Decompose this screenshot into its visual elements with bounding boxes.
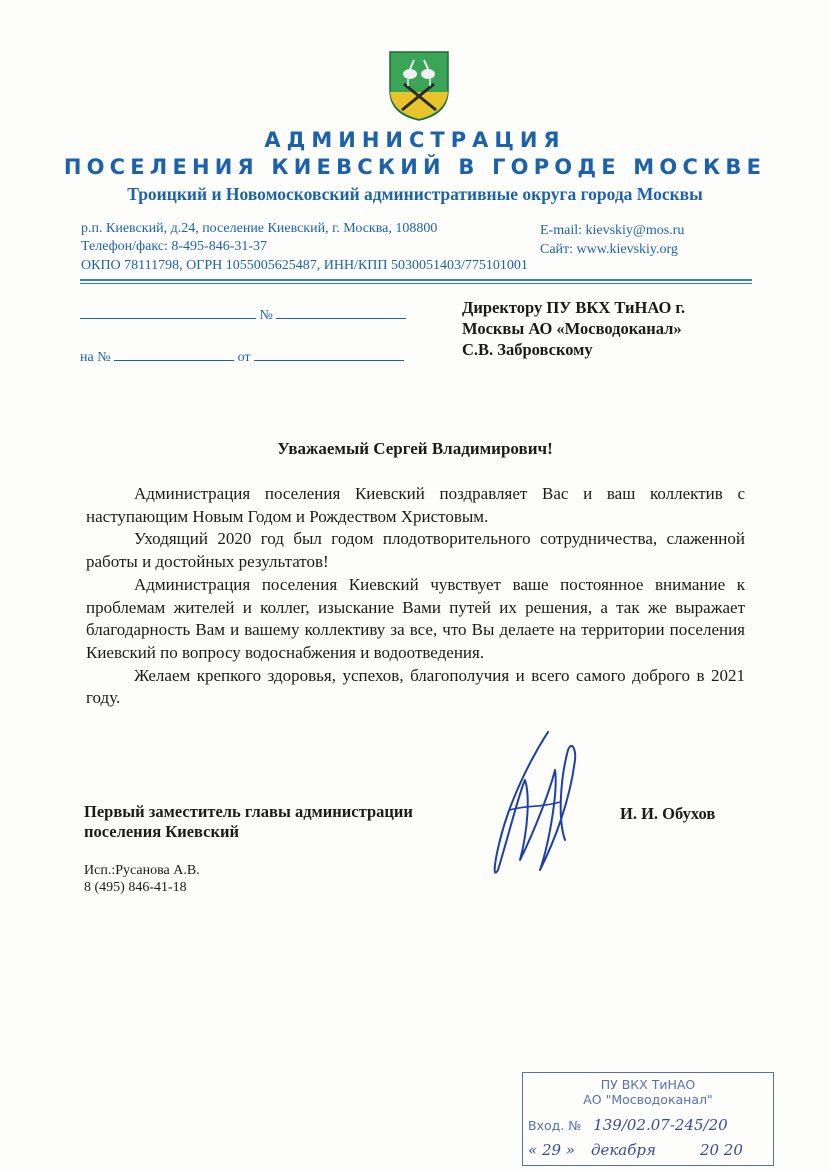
letterhead-phone: Телефон/факс: 8-495-846-31-37 bbox=[81, 239, 268, 254]
body-paragraph: Уходящий 2020 год был годом плодотворительного сотрудничества, слаженной работы и достойных результатов! bbox=[86, 529, 745, 572]
letterhead-address: р.п. Киевский, д.24, поселение Киевский, г. Москва, 108800 bbox=[81, 221, 438, 236]
executor-phone: 8 (495) 846-41-18 bbox=[84, 880, 187, 895]
incoming-registration-stamp bbox=[522, 1072, 774, 1166]
stamp-date-day: « 29 » bbox=[528, 1141, 575, 1159]
letter-body bbox=[86, 483, 745, 710]
outgoing-number-field bbox=[80, 306, 406, 324]
stamp-incoming-number: 139/02.07-245/20 bbox=[593, 1116, 728, 1134]
letterhead-email: E-mail: kievskiy@mos.ru bbox=[540, 223, 685, 238]
stamp-company: АО "Мосводоканал" bbox=[583, 1092, 713, 1107]
reference-number-line bbox=[114, 348, 234, 361]
signatory-position-line: поселения Киевский bbox=[84, 822, 240, 841]
signatory-position-line: Первый заместитель главы администрации bbox=[84, 802, 413, 821]
body-paragraph: Желаем крепкого здоровья, успехов, благополучия и всего самого доброго в 2021 году. bbox=[86, 665, 745, 708]
number-blank-line bbox=[276, 306, 406, 319]
letterhead-subtitle: ПОСЕЛЕНИЯ КИЕВСКИЙ В ГОРОДЕ МОСКВЕ bbox=[63, 155, 767, 179]
letterhead-website: Сайт: www.kievskiy.org bbox=[540, 242, 678, 257]
letterhead-divider-thin bbox=[80, 283, 752, 284]
letterhead-divider bbox=[80, 279, 752, 281]
signatory-position bbox=[84, 802, 413, 842]
executor-name: Исп.:Русанова А.В. bbox=[84, 863, 200, 878]
stamp-incoming-row bbox=[528, 1116, 728, 1134]
reference-date-line bbox=[254, 348, 404, 361]
reference-prefix: на № bbox=[80, 350, 111, 365]
reference-field bbox=[80, 348, 404, 366]
reference-from: от bbox=[237, 350, 251, 365]
recipient-line: Москвы АО «Мосводоканал» bbox=[462, 319, 682, 338]
recipient-name: С.В. Забровскому bbox=[462, 340, 593, 359]
recipient-line: Директору ПУ ВКХ ТиНАО г. bbox=[462, 298, 686, 317]
handwritten-signature bbox=[480, 720, 590, 890]
letterhead-districts: Троицкий и Новомосковский административные округа города Москвы bbox=[127, 184, 703, 204]
number-sign: № bbox=[259, 308, 273, 323]
coat-of-arms-emblem bbox=[388, 50, 450, 122]
stamp-date-year: 20 20 bbox=[699, 1141, 743, 1159]
signatory-name: И. И. Обухов bbox=[620, 804, 716, 823]
date-blank-line bbox=[80, 306, 256, 319]
stamp-date-month: декабря bbox=[590, 1141, 656, 1159]
body-paragraph: Администрация поселения Киевский чувствует ваше постоянное внимание к проблемам жителей и коллег, изыскание Вами путей их решения, а так же выражает благодарность Вам и вашему коллективу за все, что Вы делаете на территории поселения Киевский по вопросу водоснабжения и водоотведения. bbox=[86, 574, 745, 662]
stamp-incoming-label: Вход. № bbox=[528, 1118, 582, 1133]
letterhead-title: АДМИНИСТРАЦИЯ bbox=[264, 128, 566, 152]
stamp-organization: ПУ ВКХ ТиНАО bbox=[600, 1077, 696, 1092]
body-paragraph: Администрация поселения Киевский поздравляет Вас и ваш коллектив с наступающим Новым Годом и Рождеством Христовым. bbox=[86, 484, 745, 526]
stamp-date-row bbox=[528, 1141, 743, 1159]
recipient-block bbox=[462, 297, 685, 360]
salutation: Уважаемый Сергей Владимирович! bbox=[277, 439, 553, 458]
executor-block bbox=[84, 862, 200, 896]
letterhead-codes: ОКПО 78111798, ОГРН 1055005625487, ИНН/КПП 5030051403/775101001 bbox=[81, 258, 528, 273]
